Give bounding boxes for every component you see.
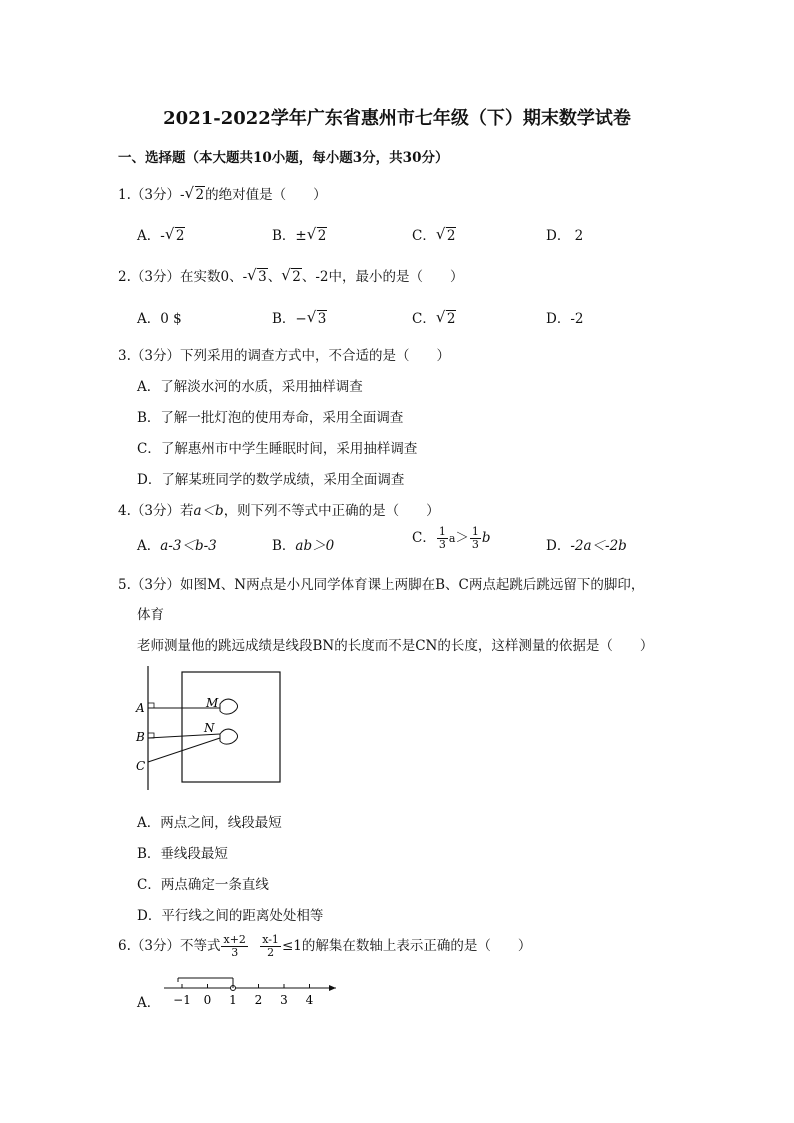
option-b: B．ab＞0 (272, 538, 335, 554)
option-d: D．平行线之间的距离处处相等 (137, 908, 324, 924)
sqrt-expression: √ 2 (185, 187, 206, 203)
page-title: 2021-2022学年广东省惠州市七年级（下）期末数学试卷 (163, 108, 631, 129)
option-d: D．-2 (546, 311, 584, 327)
svg-text:B: B (136, 730, 145, 744)
option-a: A．0 $ (137, 311, 182, 327)
question-1: 1.（3分）-√ 2的绝对值是（ ） (118, 183, 327, 203)
option-c: C． $\frac{1}{3}$ a＞ $\frac{1}{3}$ b (412, 525, 491, 551)
svg-text:C: C (136, 759, 146, 773)
option-b: B．−√ 3 (272, 307, 327, 327)
option-a: A．-√ 2 (137, 224, 185, 244)
footprint-m (220, 699, 238, 714)
question-2: 2.（3分）在实数0、-√ 3、√ 2、-2中，最小的是（ ） (118, 265, 463, 285)
question-number: 1.（3分） (118, 187, 180, 203)
option-c: C．两点确定一条直线 (137, 877, 269, 893)
option-c: C．√ 2 (412, 307, 456, 327)
tick-label: 2 (254, 993, 263, 1007)
option-c: C．√ 2 (412, 224, 456, 244)
number-line (160, 970, 340, 1010)
option-a: A．了解淡水河的水质，采用抽样调查 (137, 379, 363, 395)
question-text-line: 体育 (137, 607, 164, 623)
option-d: D．-2a＜-2b (546, 538, 627, 554)
question-5: 5.（3分）如图M、N两点是小凡同学体育课上两脚在B、C两点起跳后跳远留下的脚印， (118, 577, 645, 593)
tick-label: 4 (305, 993, 314, 1007)
option-b: B．±√ 2 (272, 224, 327, 244)
question-6: 6.（3分）不等式 $\frac{x+2}{3}$ $\frac{x-1}{2}$ ≤1的解集在数轴上表示正确的是（ ） (118, 933, 532, 959)
long-jump-figure (132, 662, 292, 794)
tick-label: 3 (280, 993, 288, 1007)
question-text-line: 老师测量他的跳远成绩是线段BN的长度而不是CN的长度，这样测量的依据是（ ） (137, 638, 654, 654)
tick-label: −1 (173, 993, 191, 1007)
svg-text:M: M (206, 696, 219, 710)
option-c: C．了解惠州市中学生睡眠时间，采用抽样调查 (137, 441, 418, 457)
option-a: A．两点之间，线段最短 (137, 815, 282, 831)
option-d: D．了解某班同学的数学成绩，采用全面调查 (137, 472, 405, 488)
option-b: B．垂线段最短 (137, 846, 228, 862)
option-d: D． 2 (546, 228, 584, 244)
tick-label: 1 (229, 993, 237, 1007)
question-3: 3.（3分）下列采用的调查方式中，不合适的是（ ） (118, 348, 450, 364)
option-a: A． (137, 995, 161, 1011)
section-heading: 一、选择题（本大题共10小题，每小题3分，共30分） (118, 150, 449, 166)
question-4: 4.（3分）若a＜b，则下列不等式中正确的是（ ） (118, 503, 440, 519)
svg-text:A: A (136, 701, 145, 715)
tick-label: 0 (203, 993, 212, 1007)
option-b: B．了解一批灯泡的使用寿命，采用全面调查 (137, 410, 404, 426)
footprint-n (220, 729, 238, 744)
svg-text:N: N (204, 721, 215, 735)
option-a: A．a-3＜b-3 (137, 538, 217, 554)
